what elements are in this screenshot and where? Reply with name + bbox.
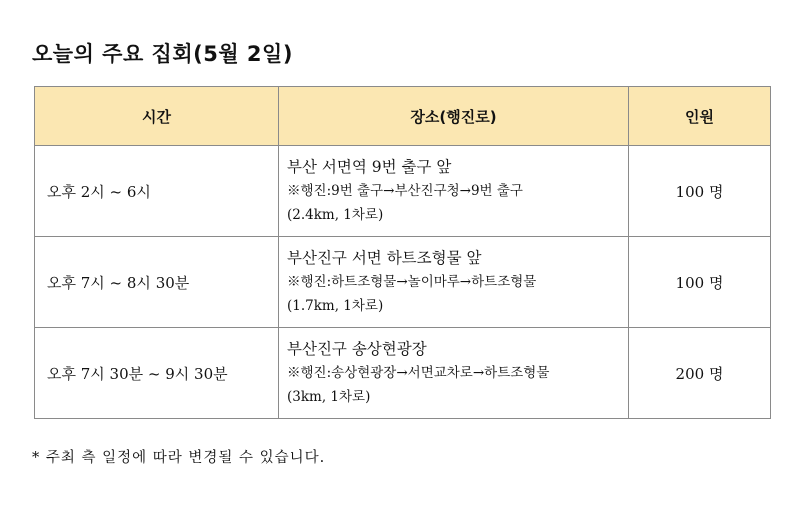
time-cell: 오후 2시 ~ 6시 [35,146,279,237]
place-name: 부산진구 송상현광장 [287,340,427,358]
place-name: 부산 서면역 9번 출구 앞 [287,158,452,176]
place-cell [279,328,629,419]
march-route: ※행진:송상현광장→서면교차로→하트조형물 [287,365,550,381]
rally-schedule-table [34,86,771,419]
march-route: ※행진:9번 출구→부산진구청→9번 출구 [287,183,523,199]
people-cell: 200 명 [629,328,771,419]
march-route: ※행진:하트조형물→놀이마루→하트조형물 [287,274,537,290]
march-distance: (1.7km, 1차로) [287,298,384,314]
place-cell [279,146,629,237]
table-header-row [35,87,771,146]
march-distance: (2.4km, 1차로) [287,207,384,223]
people-cell: 100 명 [629,237,771,328]
header-place: 장소(행진로) [279,87,629,146]
march-distance: (3km, 1차로) [287,389,371,405]
place-cell [279,237,629,328]
header-people: 인원 [629,87,771,146]
people-cell: 100 명 [629,146,771,237]
table-row [35,328,771,419]
place-name: 부산진구 서면 하트조형물 앞 [287,249,482,267]
footnote: * 주최 측 일정에 따라 변경될 수 있습니다. [32,450,326,466]
time-cell: 오후 7시 30분 ~ 9시 30분 [35,328,279,419]
table-row [35,237,771,328]
page-title: 오늘의 주요 집회(5월 2일) [32,42,293,66]
time-cell: 오후 7시 ~ 8시 30분 [35,237,279,328]
header-time: 시간 [35,87,279,146]
table-row [35,146,771,237]
